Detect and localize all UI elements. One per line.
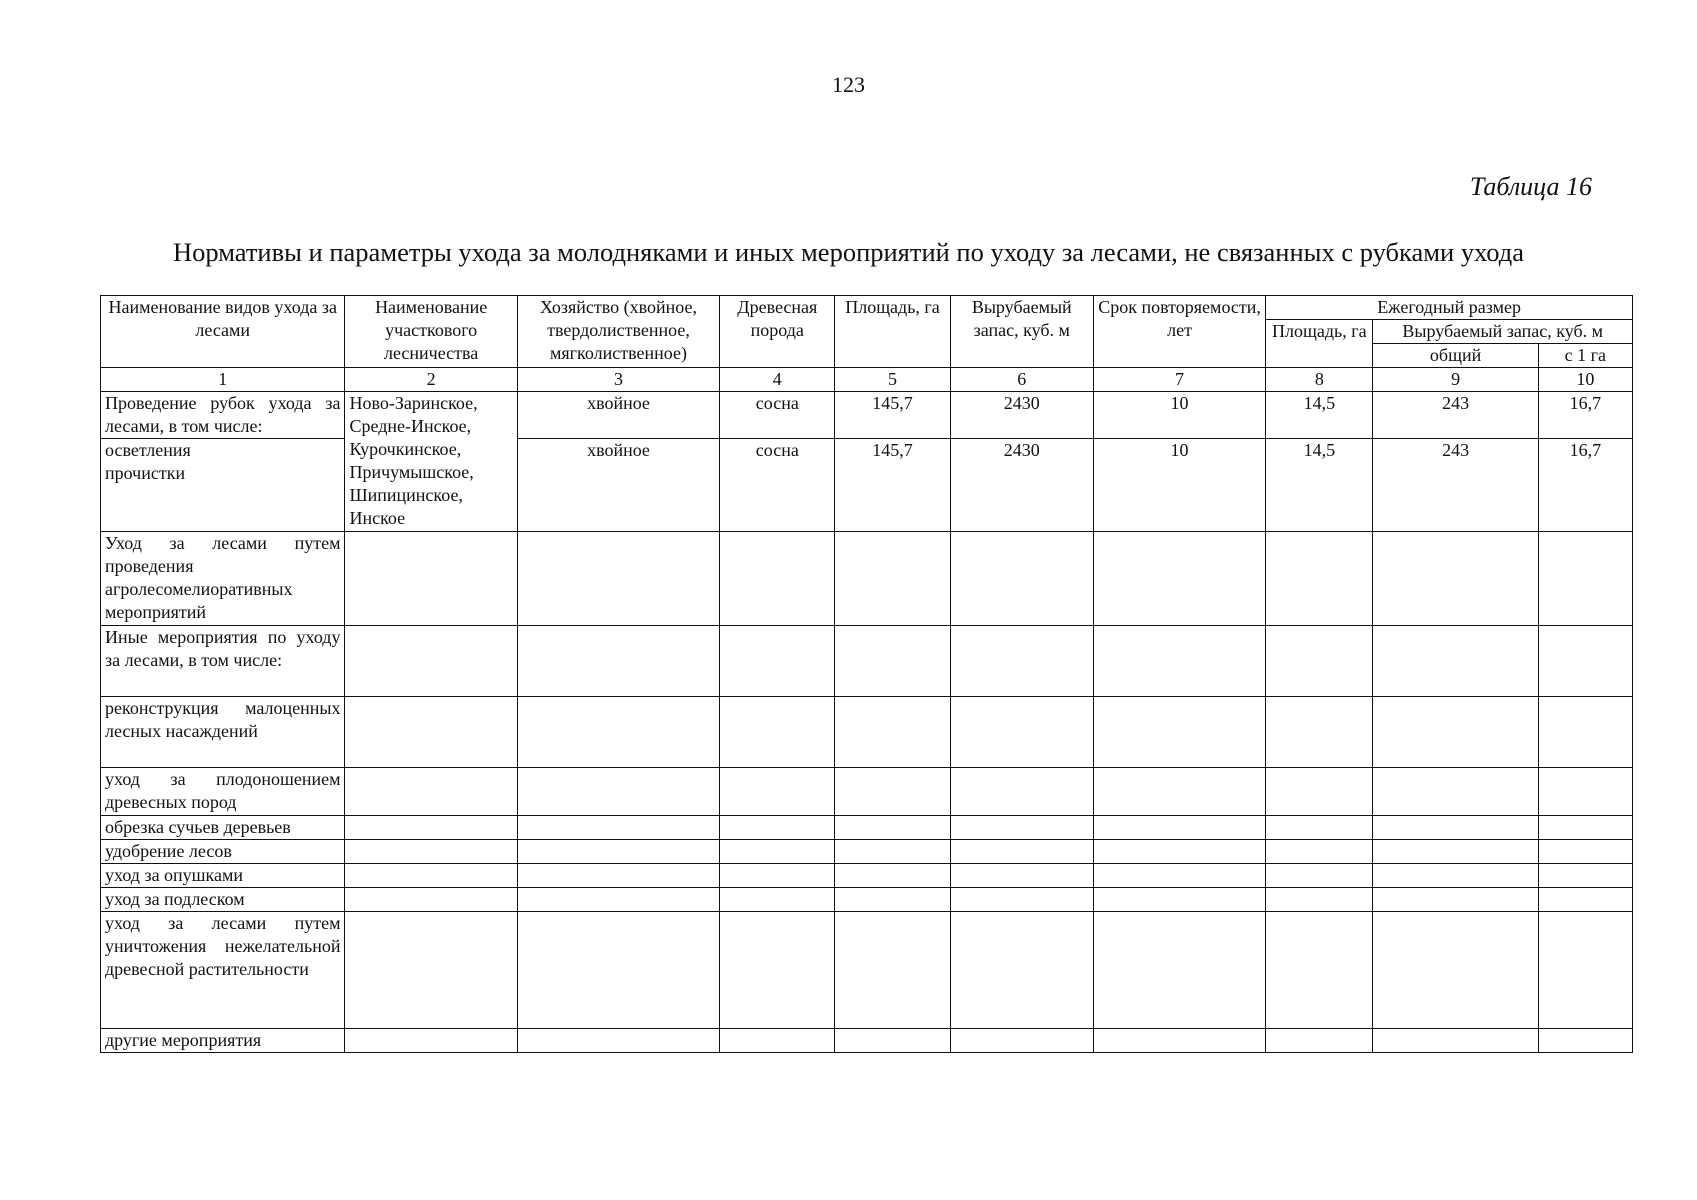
- header-col-3: Хозяйство (хвойное, твердолиственное, мягколиственное): [517, 296, 719, 368]
- forestries-cell: Ново-Заринское, Средне-Инское, Курочкинское, Причумышское, Шипицинское, Инское: [345, 392, 517, 532]
- table-row: [101, 697, 1633, 768]
- cell-annual-total: 243: [1373, 392, 1538, 439]
- header-col-1: Наименование видов ухода за лесами: [101, 296, 345, 368]
- column-number: 8: [1266, 368, 1373, 392]
- norms-table: [100, 295, 1633, 1053]
- table-label: Таблица 16: [1469, 172, 1592, 201]
- cell-annual-area: 14,5: [1266, 392, 1373, 439]
- table-row: [101, 816, 1633, 840]
- header-col-6: Вырубаемый запас, куб. м: [950, 296, 1093, 368]
- row-name: удобрение лесов: [101, 840, 345, 864]
- header-col-4: Древесная порода: [720, 296, 835, 368]
- row-name: другие мероприятия: [101, 1029, 345, 1053]
- column-number: 2: [345, 368, 517, 392]
- row-name: Уход за лесами путем проведения агролесомелиоративных мероприятий: [101, 532, 345, 626]
- row-name: Проведение рубок ухода за лесами, в том числе:: [101, 392, 345, 439]
- header-col-2: Наименование участкового лесничества: [345, 296, 517, 368]
- cell-annual-area: 14,5: [1266, 439, 1373, 532]
- cell-farm: хвойное: [517, 392, 719, 439]
- column-number: 4: [720, 368, 835, 392]
- row-name: реконструкция малоценных лесных насаждений: [101, 697, 345, 768]
- table-row: [101, 532, 1633, 626]
- row-name: осветления прочистки: [101, 439, 345, 532]
- row-name: Иные мероприятия по уходу за лесами, в том числе:: [101, 626, 345, 697]
- header-annual-total: общий: [1373, 344, 1538, 368]
- row-name: обрезка сучьев деревьев: [101, 816, 345, 840]
- header-col-7: Срок повторяемости, лет: [1093, 296, 1265, 368]
- column-number-row: [101, 368, 1633, 392]
- cell-annual-total: 243: [1373, 439, 1538, 532]
- column-number: 6: [950, 368, 1093, 392]
- cell-annual-per-ha: 16,7: [1538, 392, 1632, 439]
- table-row: [101, 912, 1633, 1029]
- header-annual: Ежегодный размер: [1266, 296, 1633, 320]
- cell-volume: 2430: [950, 392, 1093, 439]
- column-number: 5: [835, 368, 950, 392]
- table-row: [101, 1029, 1633, 1053]
- table-row: [101, 439, 1633, 532]
- header-annual-volume: Вырубаемый запас, куб. м: [1373, 320, 1633, 344]
- table-row: [101, 840, 1633, 864]
- cell-farm: хвойное: [517, 439, 719, 532]
- row-name: уход за подлеском: [101, 888, 345, 912]
- page-number: 123: [832, 72, 865, 97]
- header-annual-area: Площадь, га: [1266, 320, 1373, 368]
- document-title: Нормативы и параметры ухода за молодняками и иных мероприятий по уходу за лесами, не связанных с рубками ухода: [172, 237, 1525, 267]
- cell-species: сосна: [720, 392, 835, 439]
- cell-species: сосна: [720, 439, 835, 532]
- column-number: 7: [1093, 368, 1265, 392]
- cell-period: 10: [1093, 439, 1265, 532]
- table-row: [101, 768, 1633, 816]
- cell-area: 145,7: [835, 439, 950, 532]
- table-row: [101, 626, 1633, 697]
- cell-area: 145,7: [835, 392, 950, 439]
- column-number: 1: [101, 368, 345, 392]
- cell-volume: 2430: [950, 439, 1093, 532]
- row-name: уход за опушками: [101, 864, 345, 888]
- row-name: уход за лесами путем уничтожения нежелательной древесной растительности: [101, 912, 345, 1029]
- row-name: уход за плодоношением древесных пород: [101, 768, 345, 816]
- cell-period: 10: [1093, 392, 1265, 439]
- column-number: 10: [1538, 368, 1632, 392]
- header-annual-per-ha: с 1 га: [1538, 344, 1632, 368]
- table-row: [101, 392, 1633, 439]
- cell-annual-per-ha: 16,7: [1538, 439, 1632, 532]
- column-number: 9: [1373, 368, 1538, 392]
- column-number: 3: [517, 368, 719, 392]
- header-col-5: Площадь, га: [835, 296, 950, 368]
- table-row: [101, 864, 1633, 888]
- table-row: [101, 888, 1633, 912]
